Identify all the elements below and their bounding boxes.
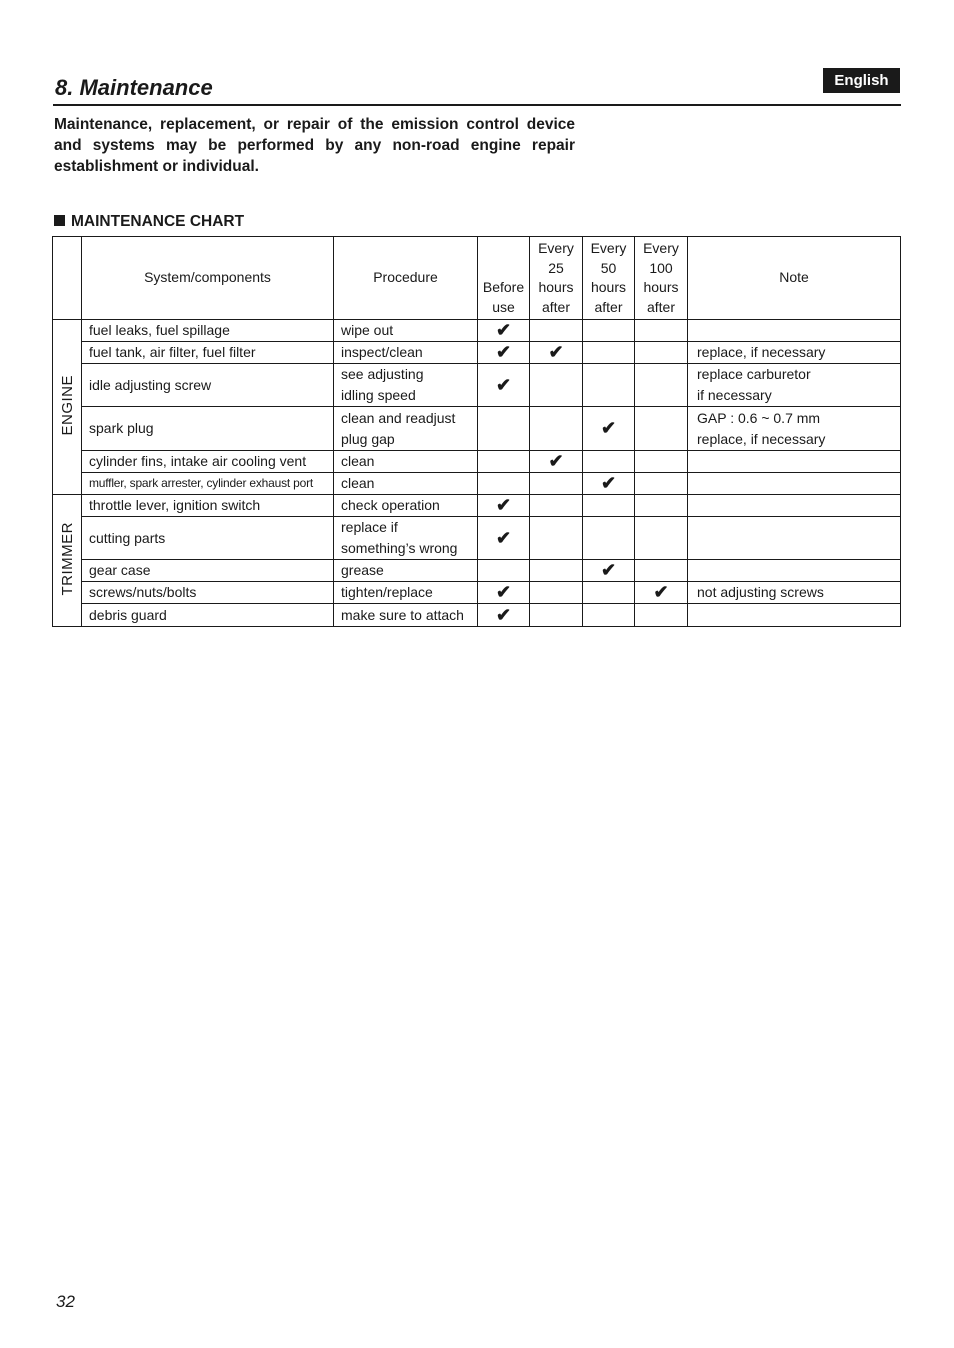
procedure-line: idling speed — [341, 387, 416, 403]
check-mark-icon: ✔ — [495, 582, 512, 602]
interval-cell-h100 — [635, 604, 688, 627]
table-row — [53, 473, 901, 495]
interval-cell-h50 — [583, 320, 635, 342]
note-cell — [688, 364, 901, 407]
note-cell — [688, 495, 901, 517]
interval-cell-h25 — [530, 407, 583, 451]
header-line: Before — [482, 279, 525, 295]
table-row — [53, 582, 901, 604]
system-cell: muffler, spark arrester, cylinder exhaust port — [82, 473, 334, 495]
note-line: replace, if necessary — [697, 430, 826, 447]
note-line: replace, if necessary — [697, 344, 826, 360]
system-cell: throttle lever, ignition switch — [82, 495, 334, 517]
note-line: replace carburetor — [697, 366, 811, 382]
interval-cell-h100 — [635, 495, 688, 517]
header-every-25 — [530, 237, 583, 320]
interval-cell-before — [478, 582, 530, 604]
check-mark-icon: ✔ — [600, 473, 617, 493]
interval-cell-h100 — [635, 582, 688, 604]
interval-cell-h25 — [530, 364, 583, 407]
interval-cell-h100 — [635, 473, 688, 495]
check-mark-icon: ✔ — [495, 342, 512, 362]
interval-cell-h25 — [530, 342, 583, 364]
note-cell — [688, 473, 901, 495]
group-header-cell — [53, 237, 82, 320]
page-number: 32 — [56, 1292, 75, 1311]
interval-cell-before — [478, 495, 530, 517]
system-cell: cutting parts — [82, 517, 334, 560]
table-row — [53, 495, 901, 517]
header-line: after — [646, 298, 675, 315]
interval-cell-before — [478, 517, 530, 560]
check-mark-icon: ✔ — [495, 374, 512, 395]
header-line: hours — [590, 279, 627, 295]
group-label-cell — [53, 495, 82, 627]
system-cell: cylinder fins, intake air cooling vent — [82, 451, 334, 473]
maintenance-chart-table — [52, 236, 901, 627]
interval-cell-h50 — [583, 495, 635, 517]
group-label: ENGINE — [58, 375, 76, 436]
header-line: Every — [643, 240, 679, 256]
header-line: Every — [590, 240, 627, 256]
procedure-cell — [334, 320, 478, 342]
procedure-line: plug gap — [341, 430, 395, 447]
procedure-cell — [334, 407, 478, 451]
check-mark-icon: ✔ — [548, 451, 564, 471]
table-row — [53, 320, 901, 342]
procedure-cell — [334, 364, 478, 407]
procedure-line: something’s wrong — [341, 540, 458, 556]
note-cell — [688, 517, 901, 560]
interval-cell-before — [478, 407, 530, 451]
procedure-line: tighten/replace — [341, 584, 433, 600]
procedure-line: replace if — [341, 519, 398, 535]
system-cell: fuel leaks, fuel spillage — [82, 320, 334, 342]
interval-cell-h100 — [635, 560, 688, 582]
interval-cell-h100 — [635, 342, 688, 364]
interval-cell-before — [478, 364, 530, 407]
note-line: if necessary — [697, 387, 772, 403]
header-row — [53, 237, 901, 320]
table-row — [53, 364, 901, 407]
header-line: 50 — [600, 259, 617, 276]
note-cell — [688, 560, 901, 582]
procedure-line: clean — [341, 475, 375, 491]
interval-cell-h50 — [583, 407, 635, 451]
header-line: hours — [643, 279, 679, 295]
header-procedure: Procedure — [334, 237, 478, 320]
interval-cell-h25 — [530, 451, 583, 473]
procedure-line: check operation — [341, 497, 440, 513]
interval-cell-h50 — [583, 604, 635, 627]
procedure-line: grease — [341, 562, 384, 578]
table-row — [53, 604, 901, 627]
header-line: hours — [538, 279, 574, 295]
system-cell: fuel tank, air filter, fuel filter — [82, 342, 334, 364]
note-cell — [688, 342, 901, 364]
procedure-cell — [334, 582, 478, 604]
interval-cell-before — [478, 451, 530, 473]
interval-cell-h50 — [583, 364, 635, 407]
interval-cell-before — [478, 604, 530, 627]
interval-cell-h25 — [530, 517, 583, 560]
interval-cell-before — [478, 320, 530, 342]
interval-cell-h50 — [583, 582, 635, 604]
note-cell — [688, 604, 901, 627]
intro-paragraph: Maintenance, replacement, or repair of the emission control device and systems may be performed by any non-road engine repair establishment or individual. — [54, 116, 575, 175]
language-badge: English — [823, 68, 900, 93]
procedure-line: make sure to attach — [341, 606, 464, 623]
header-line: after — [594, 298, 623, 315]
system-cell: screws/nuts/bolts — [82, 582, 334, 604]
interval-cell-h100 — [635, 451, 688, 473]
system-cell: idle adjusting screw — [82, 364, 334, 407]
header-system: System/components — [82, 237, 334, 320]
interval-cell-h50 — [583, 517, 635, 560]
interval-cell-h25 — [530, 473, 583, 495]
system-cell: spark plug — [82, 407, 334, 451]
interval-cell-h25 — [530, 320, 583, 342]
procedure-cell — [334, 342, 478, 364]
square-bullet-icon — [54, 215, 65, 226]
interval-cell-h50 — [583, 342, 635, 364]
check-mark-icon: ✔ — [495, 527, 512, 548]
interval-cell-before — [478, 342, 530, 364]
interval-cell-h100 — [635, 517, 688, 560]
interval-cell-before — [478, 473, 530, 495]
chart-heading-label: MAINTENANCE CHART — [71, 213, 245, 230]
procedure-cell — [334, 517, 478, 560]
note-cell — [688, 407, 901, 451]
note-line: not adjusting screws — [697, 584, 824, 600]
procedure-cell — [334, 560, 478, 582]
procedure-line: inspect/clean — [341, 344, 423, 360]
table-row — [53, 342, 901, 364]
procedure-cell — [334, 451, 478, 473]
title-divider — [53, 104, 901, 106]
note-line: GAP : 0.6 ~ 0.7 mm — [697, 409, 821, 426]
check-mark-icon: ✔ — [600, 418, 617, 438]
interval-cell-h100 — [635, 320, 688, 342]
interval-cell-h25 — [530, 582, 583, 604]
interval-cell-h25 — [530, 495, 583, 517]
header-line: use — [492, 298, 515, 315]
interval-cell-h100 — [635, 364, 688, 407]
check-mark-icon: ✔ — [653, 582, 669, 602]
interval-cell-h50 — [583, 473, 635, 495]
interval-cell-h50 — [583, 560, 635, 582]
interval-cell-h100 — [635, 407, 688, 451]
note-cell — [688, 451, 901, 473]
procedure-line: clean — [341, 453, 375, 469]
procedure-cell — [334, 473, 478, 495]
interval-cell-before — [478, 560, 530, 582]
procedure-cell — [334, 495, 478, 517]
system-cell: debris guard — [82, 604, 334, 627]
header-line: 100 — [649, 259, 673, 276]
page-title: 8. Maintenance — [55, 75, 213, 100]
table-row — [53, 560, 901, 582]
check-mark-icon: ✔ — [600, 560, 617, 580]
check-mark-icon: ✔ — [495, 495, 512, 515]
check-mark-icon: ✔ — [495, 604, 512, 625]
header-every-100 — [635, 237, 688, 320]
table-row — [53, 517, 901, 560]
procedure-cell — [334, 604, 478, 627]
group-label-cell — [53, 320, 82, 495]
interval-cell-h50 — [583, 451, 635, 473]
header-line: Every — [538, 240, 574, 256]
header-line: 25 — [548, 259, 564, 276]
chart-heading — [54, 213, 244, 231]
procedure-line: see adjusting — [341, 366, 424, 382]
note-cell — [688, 320, 901, 342]
procedure-line: clean and readjust — [341, 409, 456, 426]
interval-cell-h25 — [530, 604, 583, 627]
check-mark-icon: ✔ — [548, 342, 564, 362]
header-line: after — [541, 298, 570, 315]
chart-body — [53, 320, 901, 627]
group-label: TRIMMER — [58, 522, 76, 596]
check-mark-icon: ✔ — [495, 320, 512, 340]
table-row — [53, 451, 901, 473]
header-note: Note — [688, 237, 901, 320]
note-cell — [688, 582, 901, 604]
procedure-line: wipe out — [341, 322, 394, 338]
interval-cell-h25 — [530, 560, 583, 582]
system-cell: gear case — [82, 560, 334, 582]
header-every-50 — [583, 237, 635, 320]
table-row — [53, 407, 901, 451]
header-before-use — [478, 237, 530, 320]
